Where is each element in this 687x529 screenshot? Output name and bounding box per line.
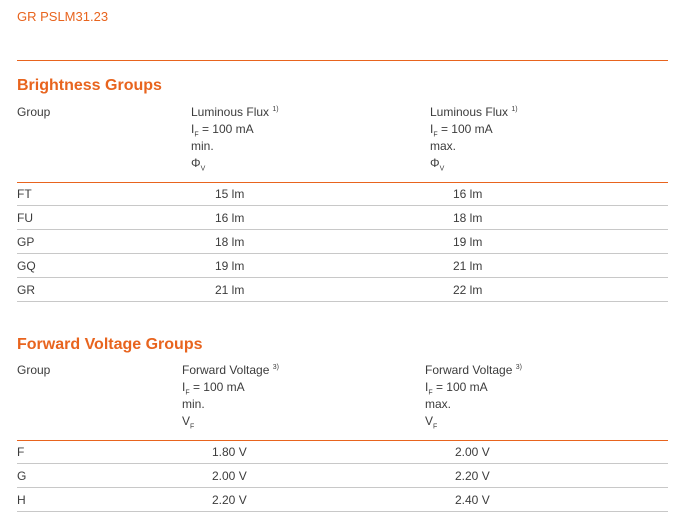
- condition-subscript: F: [194, 131, 199, 139]
- footnote-ref: 3): [515, 364, 522, 371]
- footnote-ref: 3): [272, 364, 279, 371]
- condition-subscript: F: [185, 389, 190, 397]
- header-title: Forward Voltage: [182, 363, 270, 377]
- table-row-min: 16 lm: [215, 211, 245, 225]
- table-row-max: 22 lm: [453, 283, 483, 297]
- table-row-group: F: [17, 445, 25, 459]
- table-row-min: 19 lm: [215, 259, 245, 273]
- condition-subscript: F: [428, 389, 433, 397]
- table-row-max: 2.00 V: [455, 445, 490, 459]
- header-kind: min.: [182, 397, 205, 411]
- voltage-header-divider: [17, 440, 668, 441]
- brightness-col-max-header: [430, 104, 518, 172]
- table-row-group: FU: [17, 211, 33, 225]
- voltage-col-group: Group: [17, 363, 51, 377]
- row-divider: [17, 301, 668, 302]
- quantity-symbol: V: [425, 414, 434, 428]
- quantity-subscript: F: [433, 423, 438, 431]
- brightness-col-min-header: [191, 104, 279, 172]
- quantity-symbol: Φ: [430, 156, 440, 170]
- table-row-min: 15 lm: [215, 187, 245, 201]
- table-row-max: 2.20 V: [455, 469, 490, 483]
- condition-symbol: I: [425, 380, 429, 394]
- condition-value: = 100 mA: [189, 380, 245, 394]
- condition-symbol: I: [191, 122, 195, 136]
- brightness-section-title: Brightness Groups: [17, 77, 162, 94]
- document-id: GR PSLM31.23: [17, 9, 109, 24]
- table-row-max: 2.40 V: [455, 493, 490, 507]
- header-title: Luminous Flux: [430, 105, 509, 119]
- table-row-min: 1.80 V: [212, 445, 247, 459]
- top-divider: [17, 60, 668, 61]
- table-row-max: 19 lm: [453, 235, 483, 249]
- table-row-min: 21 lm: [215, 283, 245, 297]
- condition-symbol: I: [182, 380, 186, 394]
- table-row-max: 21 lm: [453, 259, 483, 273]
- header-kind: max.: [430, 139, 457, 153]
- quantity-subscript: V: [200, 165, 206, 173]
- quantity-subscript: F: [190, 423, 195, 431]
- voltage-col-min-header: [182, 362, 279, 430]
- voltage-col-max-header: [425, 362, 522, 430]
- table-row-group: GQ: [17, 259, 36, 273]
- brightness-col-group: Group: [17, 105, 51, 119]
- row-divider: [17, 205, 668, 206]
- footnote-ref: 1): [272, 106, 279, 113]
- row-divider: [17, 463, 668, 464]
- table-row-min: 2.00 V: [212, 469, 247, 483]
- row-divider: [17, 511, 668, 512]
- row-divider: [17, 487, 668, 488]
- row-divider: [17, 229, 668, 230]
- table-row-group: FT: [17, 187, 32, 201]
- quantity-subscript: V: [439, 165, 445, 173]
- voltage-section-title: Forward Voltage Groups: [17, 336, 203, 353]
- brightness-header-divider: [17, 182, 668, 183]
- header-title: Luminous Flux: [191, 105, 270, 119]
- condition-value: = 100 mA: [437, 122, 493, 136]
- condition-subscript: F: [433, 131, 438, 139]
- table-row-group: G: [17, 469, 27, 483]
- table-row-max: 16 lm: [453, 187, 483, 201]
- condition-value: = 100 mA: [198, 122, 254, 136]
- table-row-group: GP: [17, 235, 35, 249]
- header-kind: min.: [191, 139, 214, 153]
- header-kind: max.: [425, 397, 452, 411]
- condition-value: = 100 mA: [432, 380, 488, 394]
- condition-symbol: I: [430, 122, 434, 136]
- table-row-min: 2.20 V: [212, 493, 247, 507]
- table-row-max: 18 lm: [453, 211, 483, 225]
- table-row-group: GR: [17, 283, 35, 297]
- quantity-symbol: V: [182, 414, 191, 428]
- header-title: Forward Voltage: [425, 363, 513, 377]
- footnote-ref: 1): [511, 106, 518, 113]
- row-divider: [17, 277, 668, 278]
- table-row-group: H: [17, 493, 26, 507]
- quantity-symbol: Φ: [191, 156, 201, 170]
- table-row-min: 18 lm: [215, 235, 245, 249]
- row-divider: [17, 253, 668, 254]
